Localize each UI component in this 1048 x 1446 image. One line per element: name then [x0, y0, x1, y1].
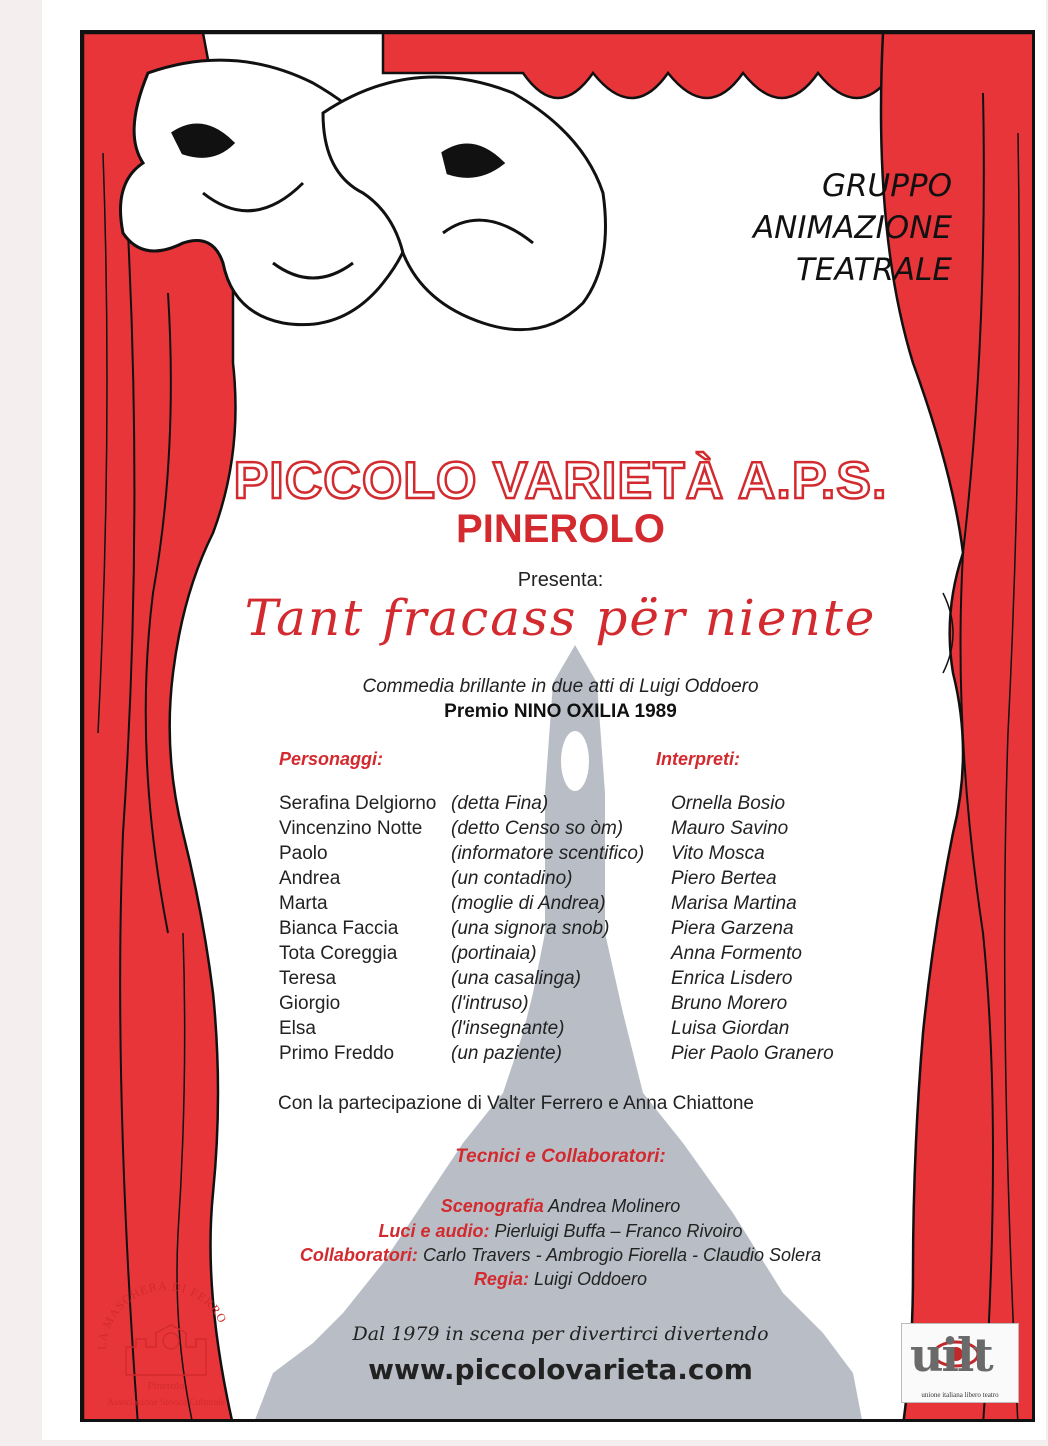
collaborators-value: Carlo Travers - Ambrogio Fiorella - Claudio Solera — [417, 1245, 822, 1265]
character-name: Serafina Delgiorno — [279, 793, 437, 814]
character-name: Paolo — [279, 843, 328, 864]
company-city: PINEROLO — [456, 507, 665, 551]
performer-name: Piera Garzena — [671, 918, 794, 939]
character-role: (l'insegnante) — [451, 1018, 565, 1039]
lights-value: Pierluigi Buffa – Franco Rivoiro — [489, 1221, 743, 1241]
character-name: Giorgio — [279, 993, 341, 1014]
theater-poster — [80, 30, 1035, 1422]
participation-line: Con la partecipazione di Valter Ferrero e Anna Chiattone — [278, 1093, 754, 1114]
character-role: (portinaia) — [451, 943, 537, 964]
character-name: Tota Coreggia — [279, 943, 398, 964]
crew-scenography — [83, 1196, 1035, 1217]
logo-arc-text: LA MASCHERA DI FERRO — [94, 1278, 231, 1351]
group-name-line2: ANIMAZIONE — [752, 210, 952, 246]
crew-header: Tecnici e Collaboratori: — [455, 1146, 666, 1167]
website-link[interactable]: www.piccolovarieta.com — [368, 1353, 753, 1386]
group-name-line3: TEATRALE — [795, 252, 952, 288]
direction-value: Luigi Oddoero — [528, 1269, 648, 1289]
character-roles-column — [451, 791, 644, 1066]
uilt-logo — [901, 1323, 1019, 1403]
award-line: Premio NINO OXILIA 1989 — [444, 701, 677, 722]
character-role: (un contadino) — [451, 868, 573, 889]
character-role: (un paziente) — [451, 1043, 562, 1064]
presents-label: Presenta: — [517, 569, 604, 591]
character-name: Marta — [279, 893, 328, 914]
performer-name: Ornella Bosio — [671, 793, 786, 814]
group-name-line1: GRUPPO — [821, 168, 952, 204]
performer-name: Anna Formento — [671, 943, 802, 964]
character-role: (una casalinga) — [451, 968, 581, 989]
character-name: Andrea — [279, 868, 341, 889]
scenography-value: Andrea Molinero — [543, 1196, 681, 1216]
performer-name: Luisa Giordan — [671, 1018, 790, 1039]
maschera-di-ferro-logo — [91, 1265, 241, 1415]
character-name: Vincenzino Notte — [279, 818, 423, 839]
uilt-caption: unione italiana libero teatro — [921, 1391, 999, 1399]
maschera-di-ferro-emblem — [91, 1265, 241, 1415]
character-name: Bianca Faccia — [279, 918, 399, 939]
characters-header: Personaggi: — [279, 749, 384, 769]
character-role: (l'intruso) — [451, 993, 529, 1014]
motto-line: Dal 1979 in scena per divertirci divertendo — [352, 1323, 769, 1345]
performer-name: Mauro Savino — [671, 818, 789, 839]
performer-name: Enrica Lisdero — [671, 968, 793, 989]
performer-name: Piero Bertea — [671, 868, 777, 889]
logo-caption: Associazione Storica Culturale — [107, 1398, 225, 1408]
show-title: Tant fracass për niente — [244, 589, 877, 647]
character-role: (detto Censo so òm) — [451, 818, 624, 839]
lights-label: Luci e audio: — [378, 1221, 490, 1241]
character-name: Teresa — [279, 968, 337, 989]
character-role: (moglie di Andrea) — [451, 893, 606, 914]
logo-city: Pinerolo — [147, 1380, 185, 1392]
performers-column — [671, 791, 834, 1066]
scenography-label: Scenografia — [440, 1196, 544, 1216]
character-names-column — [279, 791, 436, 1066]
show-subtitle: Commedia brillante in due atti di Luigi Oddoero — [362, 676, 759, 697]
performer-name: Vito Mosca — [671, 843, 765, 864]
crew-lights — [83, 1221, 1035, 1242]
company-name: PICCOLO VARIETÀ A.P.S. — [233, 452, 888, 510]
performer-name: Marisa Martina — [671, 893, 797, 914]
performers-header: Interpreti: — [656, 749, 741, 769]
performer-name: Pier Paolo Granero — [671, 1043, 834, 1064]
character-role: (una signora snob) — [451, 918, 610, 939]
character-role: (informatore scentifico) — [451, 843, 645, 864]
direction-label: Regia: — [473, 1269, 529, 1289]
uilt-mark: uilt — [910, 1328, 992, 1382]
crew-collaborators — [83, 1245, 1035, 1266]
collaborators-label: Collaboratori: — [299, 1245, 418, 1265]
group-name — [753, 165, 952, 291]
character-role: (detta Fina) — [451, 793, 549, 814]
performer-name: Bruno Morero — [671, 993, 788, 1014]
character-name: Elsa — [279, 1018, 316, 1039]
character-name: Primo Freddo — [279, 1043, 395, 1064]
